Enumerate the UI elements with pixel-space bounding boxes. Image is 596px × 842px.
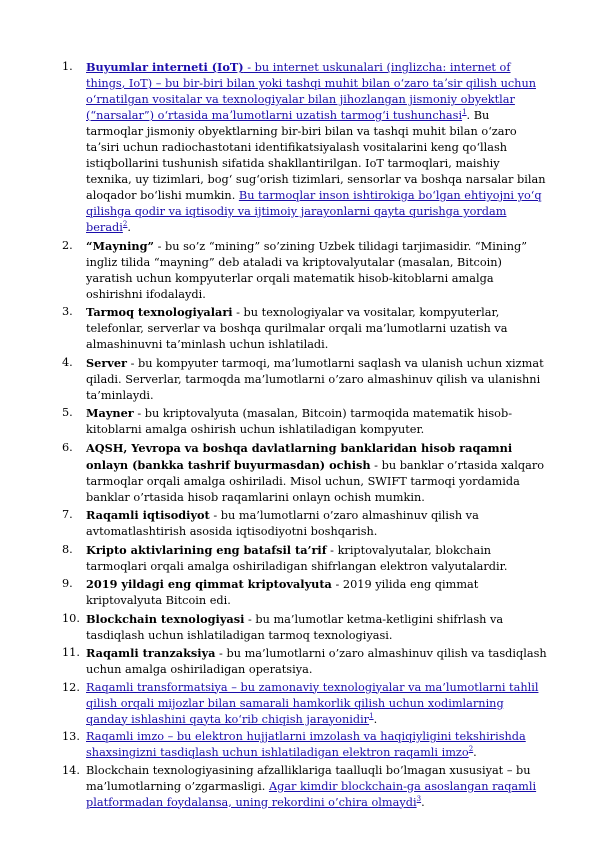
item-number: 7. — [62, 508, 73, 521]
item-term: Tarmoq texnologiyalari — [86, 305, 233, 319]
item-text: - bu ma’lumotlarni o’zaro almashinuv qilish va tasdiqlash uchun amalga oshiriladigan operatsiya. — [86, 647, 547, 676]
item-term: AQSH, Yevropa va boshqa davlatlarning banklaridan hisob raqamni onlayn (bankka tashrif buyurmasdan) ochish — [86, 440, 513, 472]
definition-link[interactable]: Raqamli transformatsiya – bu zamonaviy texnologiyalar va ma’lumotlarni tahlil qilish orqali mijozlar bilan samarali hamkorlik qilish uchun xodimlarning qanday ishlashini qayta koʻrib chiqish jarayonidir — [86, 680, 539, 726]
item-number: 11. — [62, 646, 80, 659]
definition-link[interactable]: Bu tarmoqlar inson ishtirokiga boʻlgan ehtiyojni yoʻq qilishga qodir va iqtisodiy va ijtimoiy jarayonlarni qayta qurishga yordam beradi — [86, 189, 542, 234]
item-term: Raqamli tranzaksiya — [86, 646, 216, 660]
item-term: Server — [86, 355, 128, 370]
term-link[interactable]: Buyumlar interneti (IoT) — [86, 60, 244, 74]
list-item — [62, 542, 548, 575]
item-number: 4. — [62, 355, 73, 369]
item-number: 13. — [62, 730, 80, 743]
list-item — [62, 304, 548, 353]
footnote-ref[interactable]: 3 — [416, 794, 422, 803]
item-number: 12. — [62, 680, 80, 694]
item-text: - 2019 yilida eng qimmat kriptovalyuta Bitcoin edi. — [86, 578, 479, 607]
item-text: - bu banklar o’rtasida xalqaro tarmoqlar orqali amalga oshiriladi. Misol uchun, SWIFT tarmoqi yordamida banklar o’rtasida hisob raqamlarini onlayn ochish mumkin. — [86, 458, 545, 504]
footnote-ref[interactable]: 2 — [468, 745, 474, 754]
item-text: . Bu tarmoqlar jismoniy obyektlarning bir-biri bilan va tashqi muhit bilan oʻzaro taʼsiri uchun radiochastotani identifikatsiyalash vositalarini keng qoʻllash istiqbollarini tushunish sifatida shakllantirilgan. IoT tarmoqlari, maishiy texnika, uy tizimlari, bogʻ sugʻorish tizimlari, sensorlar va boshqa narsalar bilan aloqador boʻlishi mumkin. — [86, 109, 546, 202]
definition-link[interactable]: - bu internet uskunalari (inglizcha: internet of things, IoT) – bu bir-biri bilan yoki tashqi muhit bilan oʻzaro taʼsir qilish uchun oʻrnatilgan vositalar va texnologiyalar bilan jihozlangan jismoniy obyektlar (“narsalar”) oʻrtasida maʼlumotlarni uzatish tarmogʻi tushunchasi — [86, 61, 537, 122]
list-item — [62, 576, 548, 609]
list-item — [62, 763, 548, 811]
list-item — [62, 440, 548, 506]
footnote-ref[interactable]: 2 — [122, 220, 128, 229]
list-item — [62, 355, 548, 404]
list-item — [62, 729, 548, 761]
list-item — [62, 507, 548, 540]
item-term: 2019 yildagi eng qimmat kriptovalyuta — [86, 577, 332, 591]
definition-link[interactable]: Raqamli imzo – bu elektron hujjatlarni imzolash va haqiqiyligini tekshirishda shaxsingizni tasdiqlash uchun ishlatiladigan elektron raqamli imzo — [86, 730, 526, 759]
list-item — [62, 238, 548, 303]
item-text: - bu kriptovalyuta (masalan, Bitcoin) tarmoqida matematik hisob-kitoblarni amalga oshirish uchun ishlatiladigan kompyuter. — [86, 407, 513, 436]
item-number: 1. — [62, 60, 73, 73]
item-number: 10. — [62, 611, 80, 625]
item-number: 14. — [62, 763, 80, 777]
item-text: Blockchain texnologiyasining afzalliklariga taalluqli bo’lmagan xususiyat – bu ma’lumotlarning o’zgarmasligi. — [86, 763, 531, 793]
item-term: Mayner — [86, 406, 134, 420]
footnote-ref[interactable]: 1 — [369, 711, 374, 720]
item-term: “Mayning” — [86, 238, 155, 253]
item-text: - bu ma’lumotlarni o’zaro almashinuv qilish va avtomatlashtirish asosida iqtisodiyotni boshqarish. — [86, 509, 479, 538]
list-item — [62, 680, 548, 728]
item-number: 5. — [62, 406, 73, 419]
item-term: Kripto aktivlarining eng batafsil ta’rif — [86, 542, 327, 557]
item-end: . — [373, 712, 378, 726]
item-text: - kriptovalyutalar, blokchain tarmoqlari orqali amalga oshiriladigan shifrlangan elektron valyutalardir. — [86, 543, 508, 573]
definition-link[interactable]: Agar kimdir blockchain-ga asoslangan raqamli platformadan foydalansa, uning rekordini o’chira olmaydi — [86, 779, 537, 809]
footnote-ref[interactable]: 1 — [462, 108, 467, 117]
item-number: 6. — [62, 440, 73, 454]
item-term: Raqamli iqtisodiyot — [86, 508, 210, 522]
item-end: . — [127, 221, 131, 234]
list-item — [62, 59, 548, 236]
item-number: 9. — [62, 577, 73, 590]
item-term: Blockchain texnologiyasi — [86, 611, 245, 626]
item-number: 2. — [62, 238, 73, 252]
item-number: 3. — [62, 305, 73, 318]
list-item — [62, 611, 548, 644]
list-item — [62, 405, 548, 438]
item-text: - bu ma’lumotlar ketma-ketligini shifrlash va tasdiqlash uchun ishlatiladigan tarmoq texnologiyasi. — [86, 612, 504, 642]
item-text: - bu kompyuter tarmoqi, ma’lumotlarni saqlash va ulanish uchun xizmat qiladi. Serverlar, tarmoqda ma’lumotlarni o’zaro almashinuv qilish va ulanishni ta’minlaydi. — [86, 356, 544, 402]
item-text: - bu so’z “mining” so’zining Uzbek tilidagi tarjimasidir. “Mining” ingliz tilida “mayning” deb ataladi va kriptovalyutalar (masalan, Bitcoin) yaratish uchun kompyuterlar orqali matematik hisob-kitoblarni amalga oshirishni ifodalaydi. — [86, 239, 528, 301]
item-end: . — [421, 795, 425, 809]
list-item — [62, 645, 548, 678]
glossary-list — [62, 59, 548, 812]
item-number: 8. — [62, 542, 73, 556]
item-end: . — [473, 746, 477, 759]
item-text: - bu texnologiyalar va vositalar, kompyuterlar, telefonlar, serverlar va boshqa qurilmalar orqali ma’lumotlarni uzatish va almashinuvni ta’minlash uchun ishlatiladi. — [86, 306, 508, 351]
